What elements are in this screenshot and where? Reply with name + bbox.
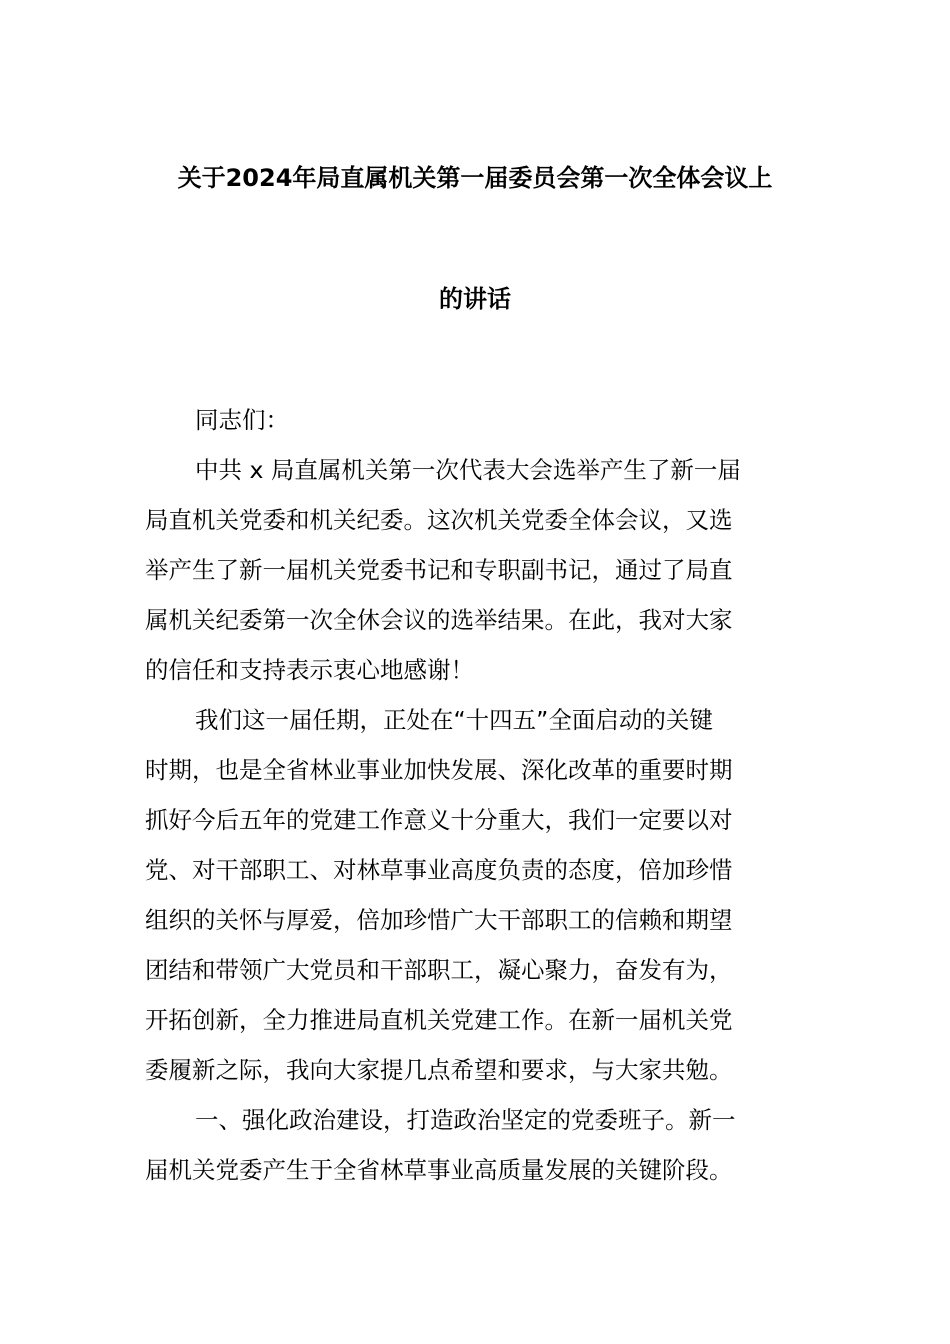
paragraph-2-line-2: 时期，也是全省林业事业加快发展、深化改革的重要时期 (145, 756, 733, 784)
paragraph-3-line-2: 届机关党委产生于全省林草事业高质量发展的关键阶段。 (145, 1156, 733, 1184)
paragraph-1-line-5: 的信任和支持表示衷心地感谢！ (145, 656, 474, 684)
paragraph-2-line-1: 我们这一届任期，正处在“十四五”全面启动的关键 (195, 706, 713, 734)
paragraph-2-line-8: 委履新之际，我向大家提几点希望和要求，与大家共勉。 (145, 1056, 733, 1084)
paragraph-2-line-4: 党、对干部职工、对林草事业高度负责的态度，倍加珍惜 (145, 856, 733, 884)
paragraph-2-line-3: 抓好今后五年的党建工作意义十分重大，我们一定要以对 (145, 806, 733, 834)
document-title-line-2: 的讲话 (439, 285, 511, 313)
paragraph-2-line-6: 团结和带领广大党员和干部职工，凝心聚力，奋发有为， (145, 956, 733, 984)
salutation: 同志们： (195, 406, 289, 434)
document-title-line-1: 关于2024年局直属机关第一届委员会第一次全体会议上 (177, 164, 773, 192)
paragraph-1-line-4: 属机关纪委第一次全休会议的选举结果。在此，我对大家 (145, 606, 733, 634)
paragraph-2-line-5: 组织的关怀与厚爱，倍加珍惜广大干部职工的信赖和期望 (145, 906, 733, 934)
paragraph-1-line-1: 中共 x 局直属机关第一次代表大会选举产生了新一届 (195, 456, 741, 484)
paragraph-1-line-3: 举产生了新一届机关党委书记和专职副书记，通过了局直 (145, 556, 733, 584)
paragraph-2-line-7: 开拓创新，全力推进局直机关党建工作。在新一届机关党 (145, 1006, 733, 1034)
paragraph-3-line-1: 一、强化政治建设，打造政治坚定的党委班子。新一 (195, 1106, 736, 1134)
paragraph-1-line-2: 局直机关党委和机关纪委。这次机关党委全体会议，又选 (145, 506, 733, 534)
